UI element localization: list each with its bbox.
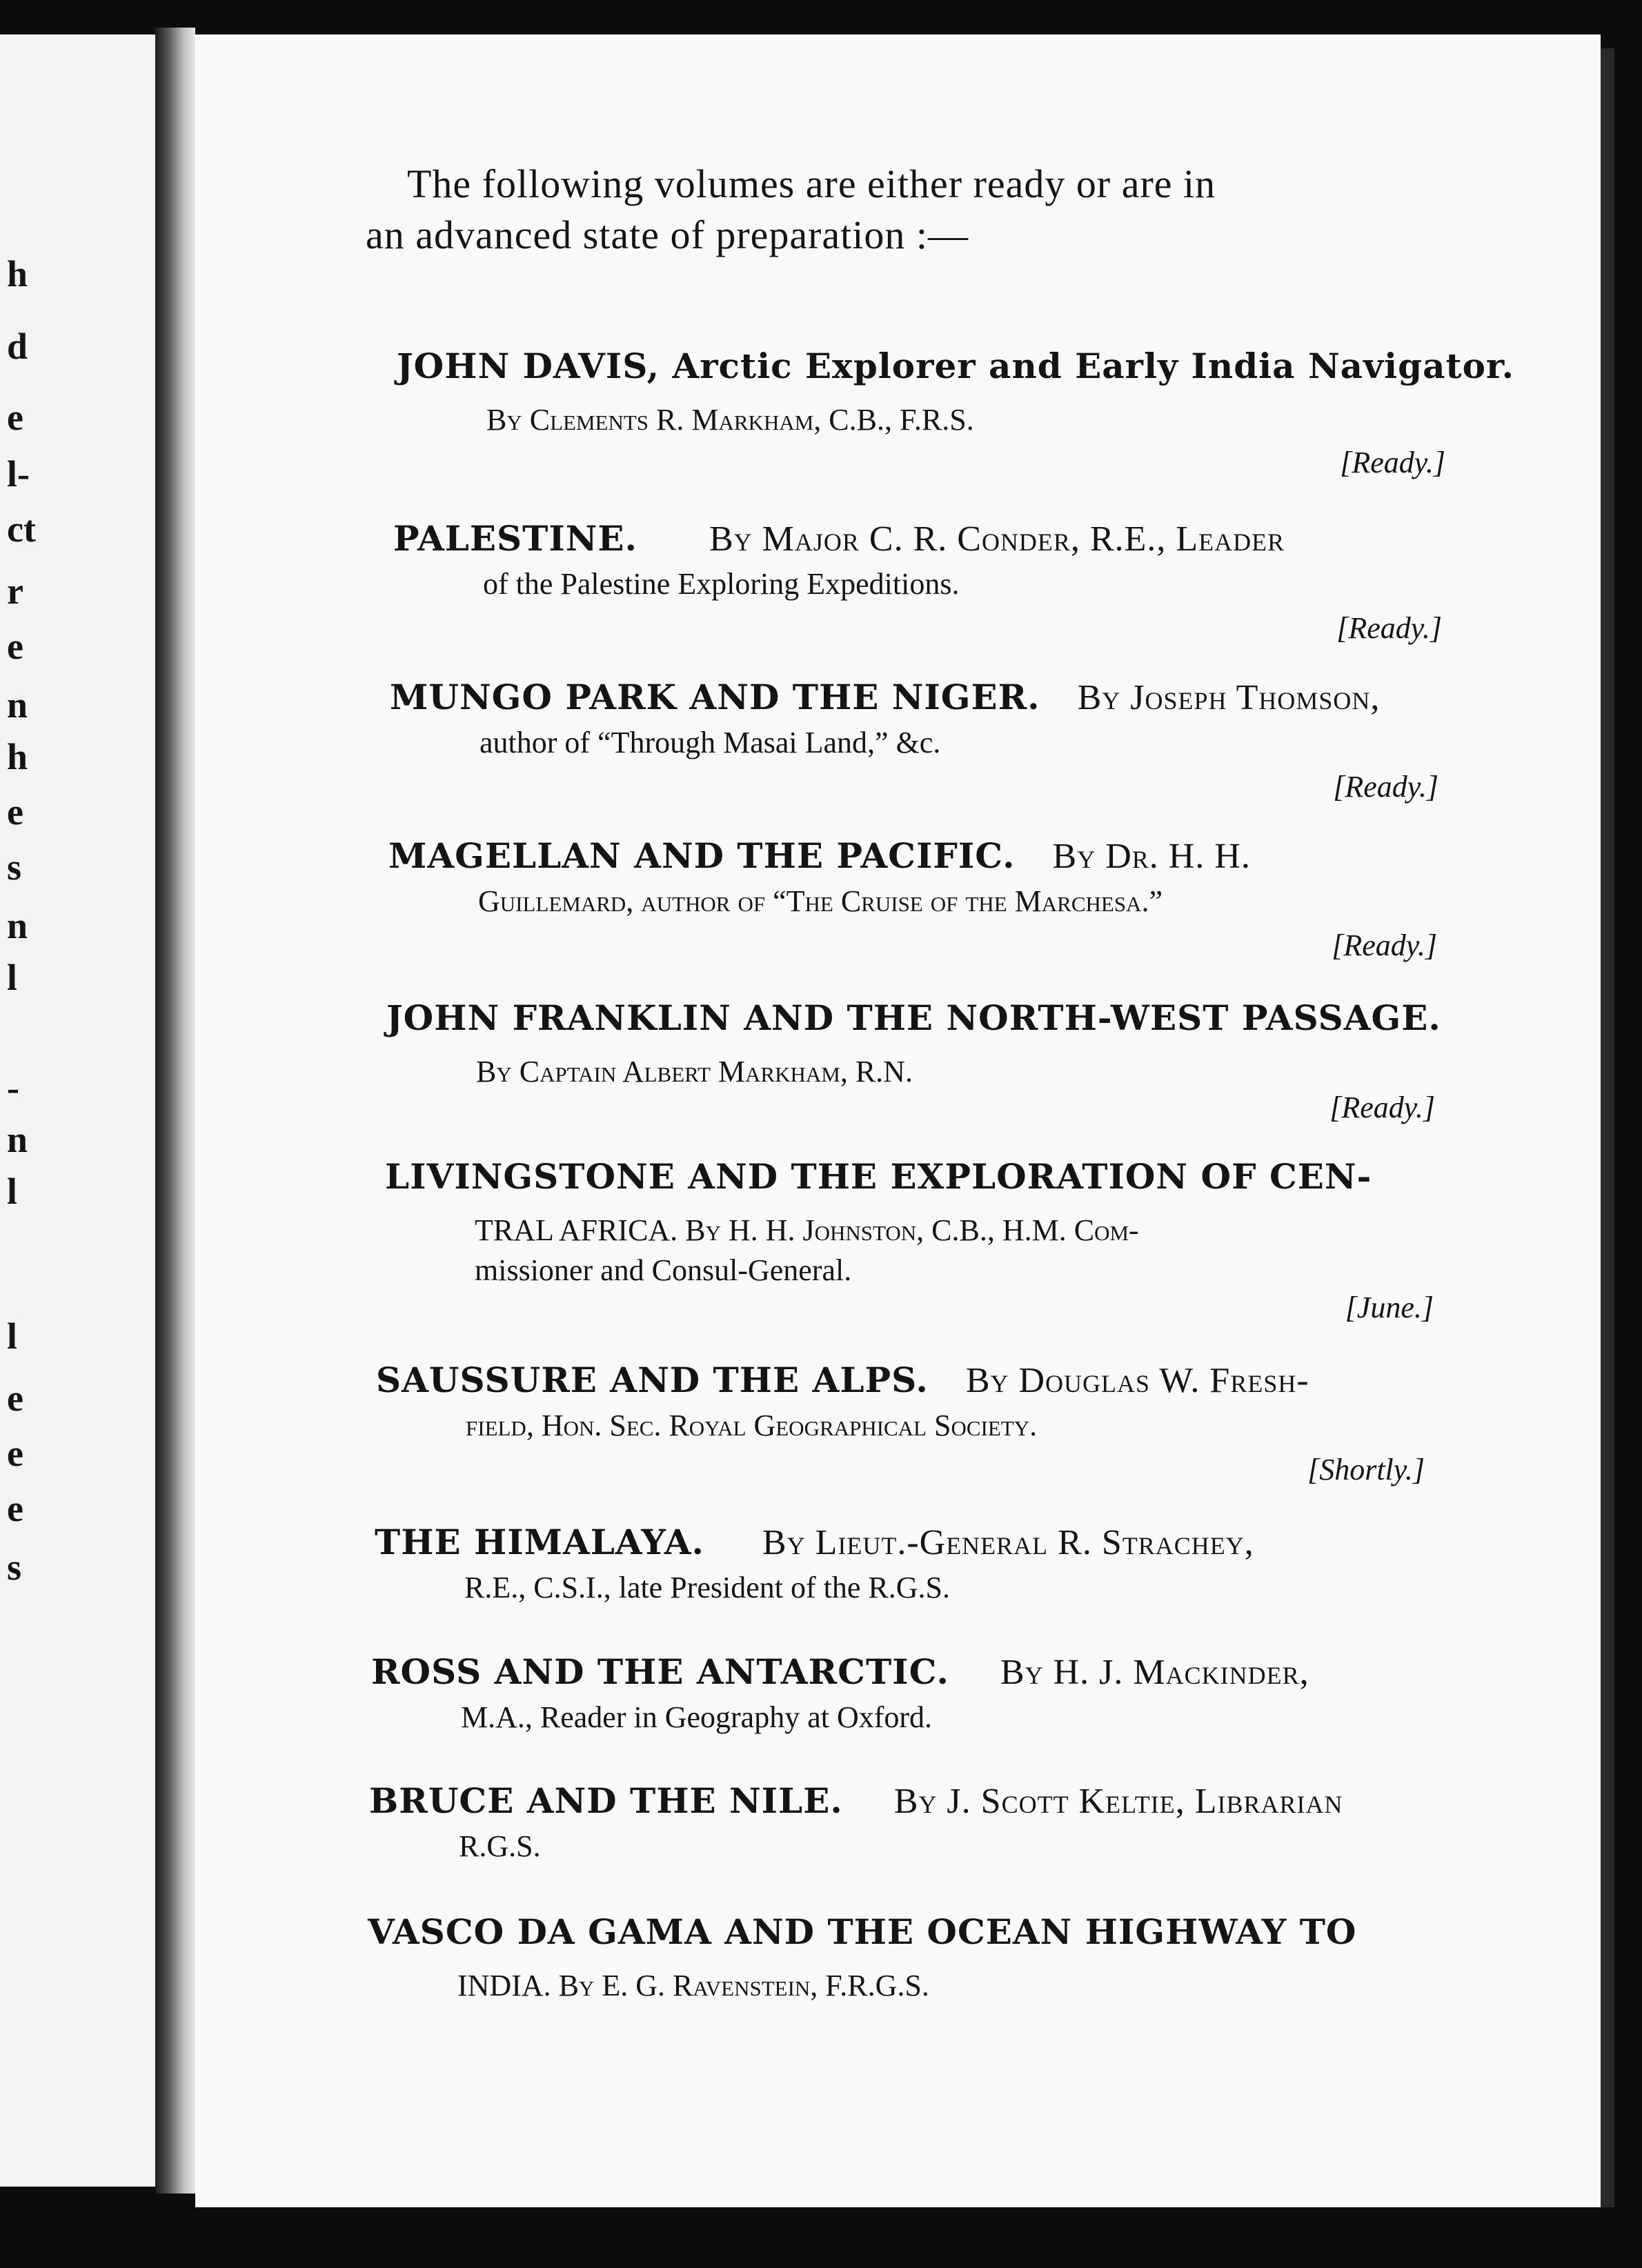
entry-author-line: INDIA. By E. G. Ravenstein, F.R.G.S. — [457, 1969, 929, 2002]
left-page-fragment: e — [7, 1433, 23, 1474]
book-entry — [386, 993, 1441, 1124]
entry-author-line: R.E., C.S.I., late President of the R.G.S. — [464, 1571, 950, 1604]
left-page-fragment: l — [7, 1171, 18, 1212]
entry-author-line: author of “Through Masai Land,” &c. — [479, 726, 941, 759]
entry-byline: By Dr. H. H. — [1052, 837, 1251, 876]
book-entry — [376, 1355, 1425, 1486]
left-page-fragment: n — [7, 684, 28, 726]
entry-byline: By Douglas W. Fresh- — [965, 1361, 1309, 1400]
left-page-fragment: n — [7, 1119, 28, 1160]
left-page-strip — [0, 34, 155, 2187]
book-entry — [371, 1647, 1420, 1738]
book-entry — [390, 673, 1438, 804]
entry-title-rest: Arctic Explorer and Early India Navigator. — [660, 346, 1515, 386]
entry-title: VASCO DA GAMA AND THE OCEAN HIGHWAY TO — [368, 1911, 1357, 1952]
entry-status: [Ready.] — [1329, 1091, 1435, 1124]
entry-author-line: R.G.S. — [459, 1829, 541, 1863]
page-edge — [1601, 48, 1614, 2207]
book-entry — [375, 1518, 1423, 1608]
left-page-fragment: h — [7, 736, 28, 777]
entry-title: LIVINGSTONE AND THE EXPLORATION OF CEN- — [385, 1156, 1372, 1197]
entry-author-line: By Captain Albert Markham, R.N. — [476, 1055, 913, 1088]
left-page-fragment: e — [7, 397, 23, 438]
entry-byline: By Lieut.-General R. Strachey, — [762, 1523, 1254, 1562]
entry-author-line: TRAL AFRICA. By H. H. Johnston, C.B., H.M. Com- — [475, 1213, 1139, 1247]
book-entry — [368, 1907, 1416, 2006]
left-page-fragment: l- — [7, 453, 30, 495]
entry-byline: By J. Scott Keltie, Librarian — [893, 1782, 1343, 1821]
entry-status: [Ready.] — [1340, 446, 1445, 479]
left-page-fragment: s — [7, 846, 22, 888]
left-page-fragment: l — [7, 1315, 18, 1357]
intro-line-1: The following volumes are either ready or are in — [407, 161, 1216, 206]
book-gutter — [155, 28, 195, 2194]
entry-byline: By H. J. Mackinder, — [1000, 1653, 1309, 1692]
left-page-fragment: e — [7, 1488, 23, 1529]
entry-title: SAUSSURE AND THE ALPS. — [376, 1360, 929, 1400]
left-page-fragment: h — [7, 253, 28, 295]
entry-title: BRUCE AND THE NILE. — [369, 1780, 843, 1821]
entry-title: PALESTINE. — [393, 518, 637, 559]
entry-author-line: field, Hon. Sec. Royal Geographical Society. — [466, 1409, 1038, 1442]
book-entry — [385, 1152, 1434, 1324]
entry-author-line-2: missioner and Consul-General. — [475, 1253, 852, 1287]
left-page-fragment: ct — [7, 508, 36, 550]
entry-author-line: By Clements R. Markham, C.B., F.R.S. — [486, 403, 974, 437]
entry-title: MAGELLAN AND THE PACIFIC. — [388, 835, 1016, 876]
book-entry — [397, 341, 1515, 479]
left-page-fragment: l — [7, 957, 18, 998]
left-page-fragment: e — [7, 626, 23, 667]
intro-paragraph — [207, 159, 1428, 261]
entry-status: [Ready.] — [1333, 770, 1438, 804]
left-page-fragment: e — [7, 791, 23, 833]
entry-author-line: of the Palestine Exploring Expeditions. — [483, 567, 960, 601]
left-page-fragment: n — [7, 905, 28, 946]
entry-title: ROSS AND THE ANTARCTIC. — [371, 1651, 949, 1692]
entry-status: [Shortly.] — [1307, 1453, 1425, 1486]
entry-title: MUNGO PARK AND THE NIGER. — [390, 677, 1040, 717]
book-entry — [369, 1776, 1418, 1867]
entry-title: JOHN DAVIS, — [397, 346, 660, 386]
entry-status: [Ready.] — [1332, 928, 1437, 962]
entry-byline: By Joseph Thomson, — [1077, 678, 1381, 717]
left-page-fragment: e — [7, 1377, 23, 1419]
entry-author-line: M.A., Reader in Geography at Oxford. — [461, 1700, 933, 1734]
left-page-fragment: d — [7, 326, 28, 367]
left-page-fragment: s — [7, 1546, 22, 1588]
entry-byline: By Major C. R. Conder, R.E., Leader — [709, 519, 1285, 559]
book-entry — [388, 831, 1437, 962]
left-page-fragment: r — [7, 570, 23, 612]
entry-status: [Ready.] — [1336, 611, 1442, 645]
entry-title: JOHN FRANKLIN AND THE NORTH-WEST PASSAGE. — [386, 997, 1441, 1038]
book-entry — [393, 514, 1442, 645]
intro-line-2: an advanced state of preparation :— — [366, 212, 969, 257]
entry-author-line: Guillemard, author of “The Cruise of the Marchesa.” — [478, 884, 1163, 918]
entry-status: [June.] — [1345, 1291, 1434, 1324]
entry-title: THE HIMALAYA. — [375, 1522, 704, 1562]
left-page-fragment: - — [7, 1067, 19, 1108]
